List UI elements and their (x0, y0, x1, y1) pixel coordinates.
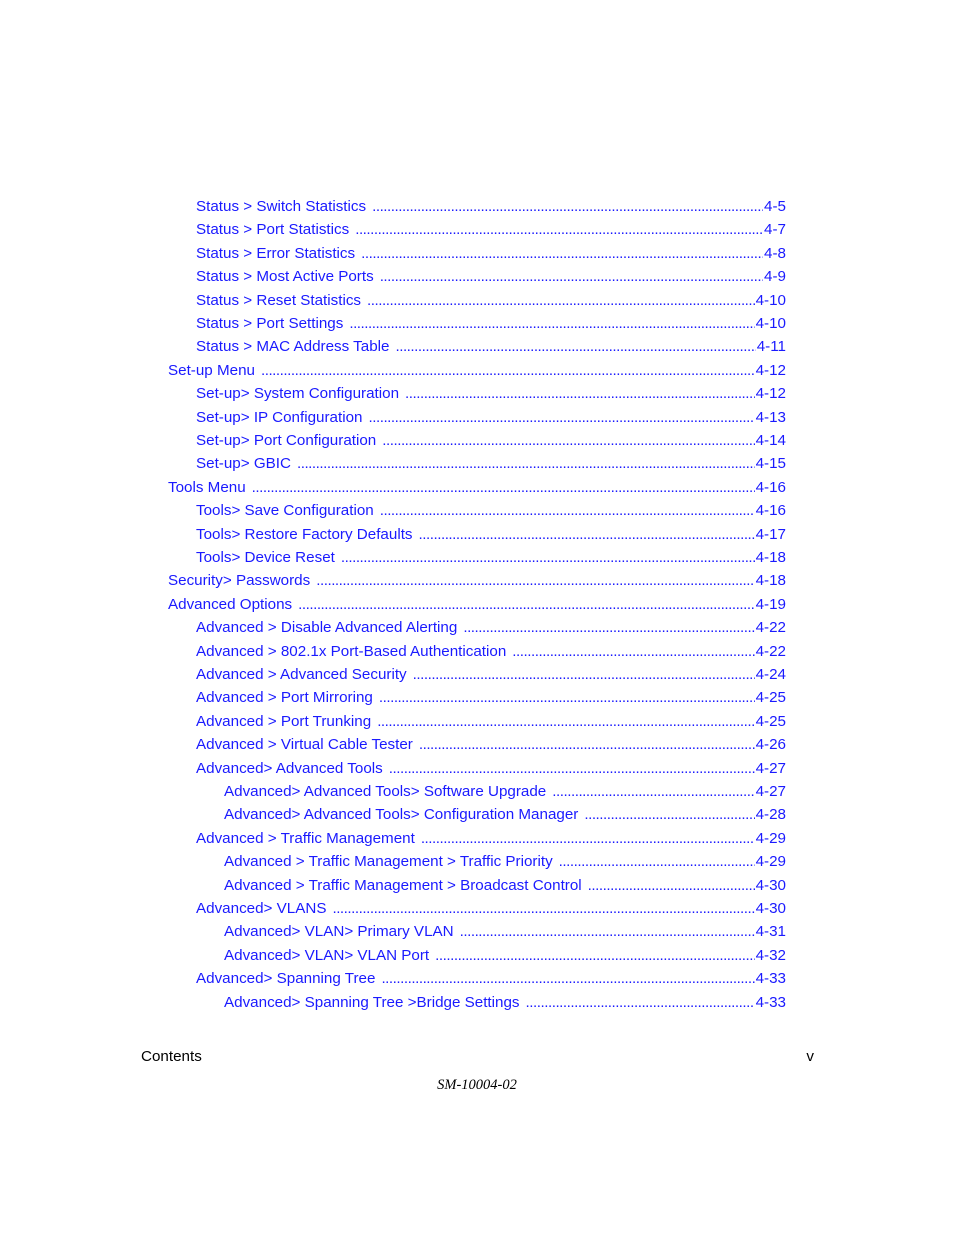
toc-dot-leader (368, 407, 754, 429)
toc-entry-title: Advanced > Traffic Management (196, 829, 415, 847)
toc-entry[interactable] (196, 336, 786, 358)
toc-entry[interactable] (196, 828, 786, 850)
toc-dot-leader (316, 570, 754, 592)
toc-entry-title: Set-up> IP Configuration (196, 408, 363, 426)
toc-entry-title: Status > MAC Address Table (196, 338, 390, 356)
footer-page-number: v (806, 1048, 814, 1065)
toc-entry-page: 4-18 (755, 549, 786, 566)
toc-dot-leader (584, 804, 754, 826)
toc-dot-leader (379, 687, 755, 709)
toc-entry-title: Status > Port Statistics (196, 221, 350, 239)
toc-entry-title: Tools Menu (168, 478, 246, 496)
toc-entry-page: 4-32 (755, 946, 786, 964)
toc-entry[interactable] (196, 266, 786, 288)
toc-entry-title: Advanced> VLAN> VLAN Port (224, 946, 430, 964)
toc-entry-page: 4-5 (764, 198, 786, 215)
toc-dot-leader (389, 758, 755, 780)
toc-entry-title: Status > Reset Statistics (196, 291, 362, 309)
toc-entry-page: 4-31 (755, 923, 786, 941)
toc-entry[interactable] (196, 453, 786, 475)
toc-entry-page: 4-29 (755, 829, 786, 847)
toc-dot-leader (252, 477, 755, 499)
toc-entry[interactable] (224, 875, 786, 897)
toc-entry-page: 4-15 (755, 455, 786, 473)
toc-dot-leader (405, 383, 755, 405)
toc-entry[interactable] (196, 711, 786, 733)
toc-entry[interactable] (224, 945, 786, 967)
toc-entry[interactable] (224, 781, 786, 803)
toc-entry-title: Set-up> System Configuration (196, 385, 400, 403)
toc-dot-leader (460, 921, 755, 943)
toc-dot-leader (512, 641, 754, 663)
toc-entry-title: Set-up> Port Configuration (196, 432, 377, 449)
toc-entry[interactable] (224, 921, 786, 943)
toc-dot-leader (355, 219, 763, 241)
footer-section-label: Contents (141, 1048, 202, 1065)
toc-entry[interactable] (224, 992, 786, 1014)
toc-entry-title: Status > Most Active Ports (196, 268, 374, 286)
toc-entry[interactable] (196, 664, 786, 686)
toc-entry-page: 4-17 (755, 525, 786, 543)
toc-entry-title: Advanced> Advanced Tools> Configuration Manager (224, 806, 579, 824)
toc-entry-title: Security> Passwords (168, 572, 311, 590)
toc-entry-page: 4-12 (755, 385, 786, 403)
toc-entry[interactable] (168, 570, 786, 592)
toc-entry[interactable] (196, 547, 786, 569)
toc-entry-page: 4-19 (755, 595, 786, 613)
toc-entry-title: Advanced Options (168, 595, 293, 613)
toc-entry-page: 4-25 (755, 689, 786, 707)
toc-entry-title: Status > Error Statistics (196, 244, 356, 262)
toc-entry-title: Advanced> Advanced Tools> Software Upgrade (224, 783, 547, 800)
toc-dot-leader (526, 992, 755, 1014)
toc-dot-leader (297, 453, 755, 475)
toc-entry-title: Advanced > Port Trunking (196, 712, 372, 730)
toc-entry[interactable] (196, 687, 786, 709)
toc-entry[interactable] (196, 430, 786, 452)
toc-dot-leader (349, 313, 754, 335)
toc-dot-leader (372, 196, 763, 218)
toc-entry-page: 4-11 (756, 338, 786, 356)
toc-entry-page: 4-12 (755, 361, 786, 379)
toc-entry-page: 4-14 (755, 432, 786, 449)
toc-entry-page: 4-30 (755, 900, 786, 917)
toc-entry-title: Advanced > Advanced Security (196, 666, 407, 683)
toc-entry-page: 4-10 (755, 315, 786, 332)
toc-dot-leader (435, 945, 754, 967)
toc-entry-page: 4-28 (755, 806, 786, 824)
toc-entry-page: 4-27 (755, 759, 786, 777)
toc-entry-title: Advanced > Disable Advanced Alerting (196, 619, 458, 637)
toc-dot-leader (419, 734, 755, 756)
toc-entry-title: Advanced > Traffic Management > Broadcast Control (224, 876, 582, 894)
toc-entry-page: 4-7 (764, 221, 786, 239)
toc-entry[interactable] (196, 500, 786, 522)
toc-entry-title: Advanced> VLANS (196, 900, 327, 917)
toc-entry[interactable] (168, 594, 786, 616)
toc-dot-leader (552, 781, 754, 803)
toc-entry-page: 4-16 (755, 502, 786, 520)
toc-dot-leader (559, 851, 755, 873)
toc-entry[interactable] (196, 407, 786, 429)
toc-dot-leader (261, 360, 755, 382)
toc-entry[interactable] (196, 383, 786, 405)
toc-entry[interactable] (224, 804, 786, 826)
toc-entry[interactable] (196, 734, 786, 756)
toc-dot-leader (381, 968, 754, 990)
toc-dot-leader (380, 500, 755, 522)
toc-entry[interactable] (196, 758, 786, 780)
toc-entry-page: 4-26 (755, 736, 786, 754)
toc-entry-title: Status > Switch Statistics (196, 198, 367, 215)
toc-entry-page: 4-27 (755, 783, 786, 800)
toc-dot-leader (413, 664, 755, 686)
toc-entry[interactable] (224, 851, 786, 873)
toc-dot-leader (380, 266, 763, 288)
toc-entry[interactable] (196, 219, 786, 241)
toc-entry[interactable] (196, 898, 786, 920)
toc-entry-page: 4-16 (755, 478, 786, 496)
toc-dot-leader (298, 594, 754, 616)
toc-entry-title: Advanced > Virtual Cable Tester (196, 736, 413, 754)
toc-entry-title: Advanced > Port Mirroring (196, 689, 373, 707)
toc-entry[interactable] (168, 477, 786, 499)
toc-dot-leader (463, 617, 754, 639)
toc-entry-page: 4-24 (755, 666, 786, 683)
toc-entry[interactable] (196, 524, 786, 546)
toc-entry-page: 4-22 (755, 619, 786, 637)
toc-dot-leader (341, 547, 755, 569)
toc-entry-title: Advanced> Spanning Tree (196, 970, 376, 988)
toc-entry-title: Advanced> VLAN> Primary VLAN (224, 923, 454, 941)
toc-dot-leader (332, 898, 754, 920)
toc-entry-title: Advanced > Traffic Management > Traffic Priority (224, 853, 553, 871)
toc-entry-page: 4-33 (755, 993, 786, 1011)
toc-entry-title: Advanced> Advanced Tools (196, 759, 383, 777)
toc-entry-title: Status > Port Settings (196, 315, 344, 332)
toc-entry-page: 4-30 (755, 876, 786, 894)
toc-entry-title: Advanced> Spanning Tree >Bridge Settings (224, 993, 520, 1011)
toc-entry[interactable] (196, 196, 786, 218)
toc-entry-page: 4-29 (755, 853, 786, 871)
toc-dot-leader (361, 243, 763, 265)
toc-entry-title: Advanced > 802.1x Port-Based Authentication (196, 642, 507, 660)
toc-entry-page: 4-33 (755, 970, 786, 988)
toc-dot-leader (421, 828, 755, 850)
toc-dot-leader (588, 875, 755, 897)
toc-entry[interactable] (196, 290, 786, 312)
toc-entry[interactable] (196, 243, 786, 265)
toc-dot-leader (395, 336, 755, 358)
toc-entry-title: Tools> Save Configuration (196, 502, 374, 520)
toc-entry-page: 4-9 (764, 268, 786, 286)
toc-entry[interactable] (196, 641, 786, 663)
toc-entry-page: 4-25 (755, 712, 786, 730)
toc-dot-leader (377, 711, 754, 733)
toc-entry-title: Set-up> GBIC (196, 455, 291, 473)
toc-entry[interactable] (168, 360, 786, 382)
toc-entry-title: Tools> Device Reset (196, 549, 335, 566)
toc-entry[interactable] (196, 617, 786, 639)
toc-entry-title: Set-up Menu (168, 361, 255, 379)
toc-entry-page: 4-8 (764, 244, 786, 262)
toc-entry-page: 4-10 (755, 291, 786, 309)
toc-entry[interactable] (196, 313, 786, 335)
toc-entry[interactable] (196, 968, 786, 990)
toc-dot-leader (382, 430, 754, 452)
toc-entry-page: 4-18 (755, 572, 786, 590)
toc-entry-page: 4-22 (755, 642, 786, 660)
toc-dot-leader (367, 290, 755, 312)
toc-entry-title: Tools> Restore Factory Defaults (196, 525, 413, 543)
toc-dot-leader (419, 524, 755, 546)
document-code: SM-10004-02 (437, 1077, 517, 1093)
toc-entry-page: 4-13 (755, 408, 786, 426)
